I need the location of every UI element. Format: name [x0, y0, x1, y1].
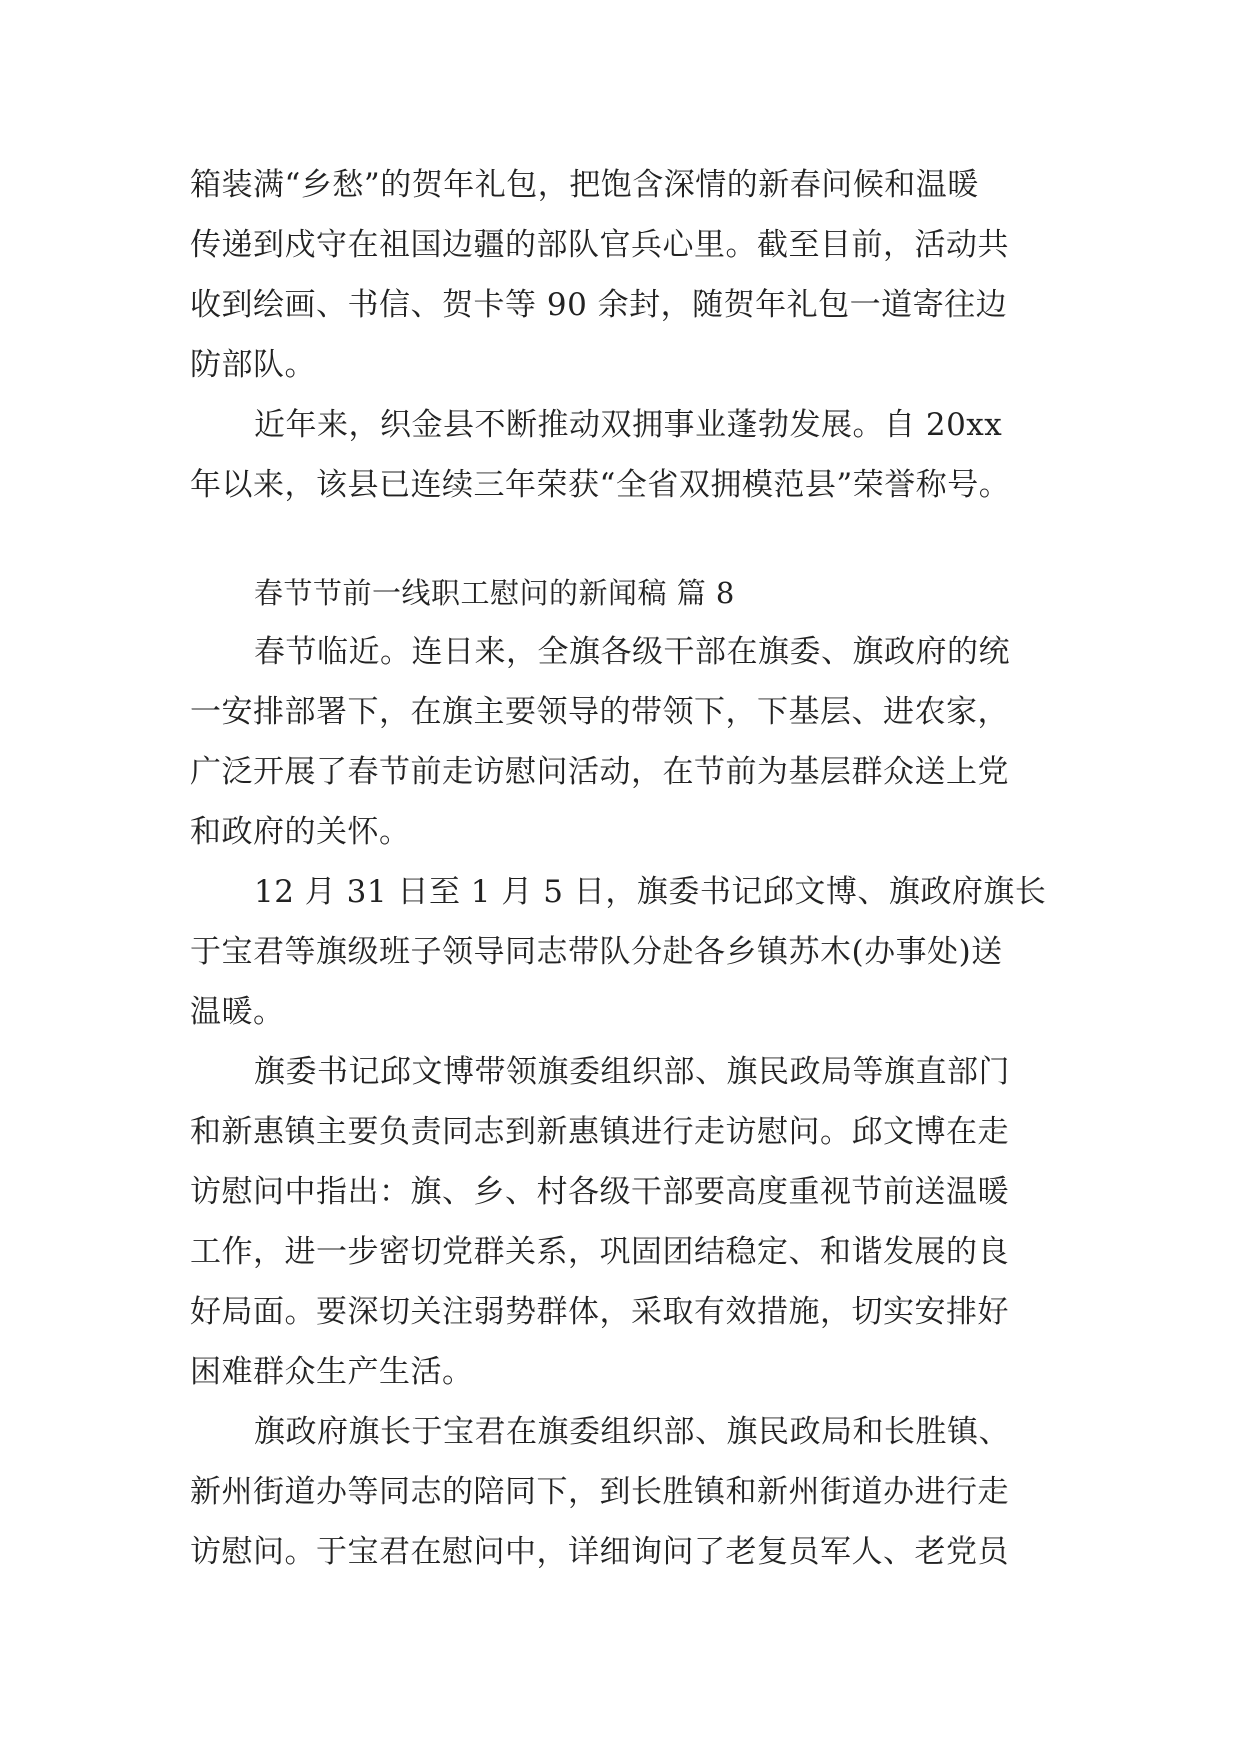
text-line: 访慰问。于宝君在慰问中，详细询问了老复员军人、老党员 [190, 1534, 1009, 1570]
text-line: 和新惠镇主要负责同志到新惠镇进行走访慰问。邱文博在走 [190, 1114, 1009, 1150]
text-line: 年以来，该县已连续三年荣获“全省双拥模范县”荣誉称号。 [190, 467, 1011, 503]
text-line: 广泛开展了春节前走访慰问活动，在节前为基层群众送上党 [190, 754, 1009, 790]
text-line: 近年来，织金县不断推动双拥事业蓬勃发展。自 20xx [254, 407, 1003, 443]
text-line: 箱装满“乡愁”的贺年礼包，把饱含深情的新春问候和温暖 [190, 167, 979, 203]
text-line: 旗政府旗长于宝君在旗委组织部、旗民政局和长胜镇、 [254, 1414, 1010, 1450]
text-line: 困难群众生产生活。 [190, 1354, 474, 1390]
text-line: 于宝君等旗级班子领导同志带队分赴各乡镇苏木(办事处)送 [190, 934, 1003, 970]
text-line: 工作，进一步密切党群关系，巩固团结稳定、和谐发展的良 [190, 1234, 1009, 1270]
text-line: 春节临近。连日来，全旗各级干部在旗委、旗政府的统 [254, 634, 1010, 670]
text-line: 和政府的关怀。 [190, 814, 411, 850]
text-line: 旗委书记邱文博带领旗委组织部、旗民政局等旗直部门 [254, 1054, 1010, 1090]
text-line: 新州街道办等同志的陪同下，到长胜镇和新州街道办进行走 [190, 1474, 1009, 1510]
text-line: 好局面。要深切关注弱势群体，采取有效措施，切实安排好 [190, 1294, 1009, 1330]
text-line: 防部队。 [190, 347, 316, 383]
section-heading: 春节节前一线职工慰问的新闻稿 篇 8 [254, 576, 735, 610]
text-line: 传递到戍守在祖国边疆的部队官兵心里。截至目前，活动共 [190, 227, 1009, 263]
text-line: 一安排部署下，在旗主要领导的带领下，下基层、进农家， [190, 694, 1009, 730]
text-line: 12 月 31 日至 1 月 5 日，旗委书记邱文博、旗政府旗长 [254, 874, 1047, 910]
text-line: 访慰问中指出：旗、乡、村各级干部要高度重视节前送温暖 [190, 1174, 1009, 1210]
text-line: 温暖。 [190, 994, 285, 1030]
text-line: 收到绘画、书信、贺卡等 90 余封，随贺年礼包一道寄往边 [190, 287, 1008, 323]
